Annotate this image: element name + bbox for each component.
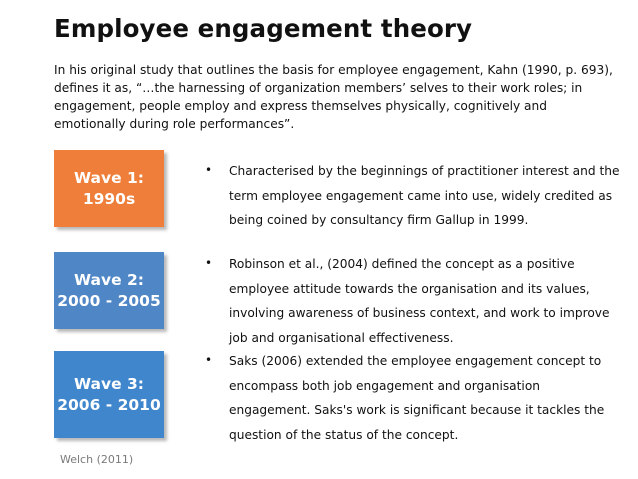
citation: Welch (2011)	[60, 453, 134, 466]
wave-2-years: 2000 - 2005	[57, 291, 161, 310]
bullet-3-text: Saks (2006) extended the employee engagement concept to encompass both job engagement and organisation engagement. Saks's work is significant because it tackles the question of the status of the concept.	[229, 354, 605, 442]
bullet-3-marker: •	[205, 353, 213, 367]
bullet-2-marker: •	[205, 256, 213, 270]
bullet-2-text: Robinson et al., (2004) defined the concept as a positive employee attitude towards the organisation and its values, involving awareness of business context, and work to improve job and organisational effectiveness.	[229, 257, 610, 345]
slide-title: Employee engagement theory	[54, 14, 473, 43]
wave-2-label: Wave 2:	[74, 270, 144, 289]
wave-3-years: 2006 - 2010	[57, 395, 161, 414]
wave-1-box	[54, 150, 164, 227]
wave-1-label: Wave 1:	[74, 168, 144, 187]
wave-2-box	[54, 252, 164, 329]
bullet-1-text: Characterised by the beginnings of practitioner interest and the term employee engagement came into use, widely credited as being coined by consultancy firm Gallup in 1999.	[229, 164, 620, 227]
wave-3-label: Wave 3:	[74, 374, 144, 393]
wave-3-box	[54, 351, 164, 438]
wave-1-years: 1990s	[82, 189, 136, 208]
intro-paragraph: In his original study that outlines the basis for employee engagement, Kahn (1990, p. 693), defines it as, “…the harnessing of organization members’ selves to their work roles; in engagement, people employ and express themselves physically, cognitively and emotionally during role performances”.	[54, 63, 613, 131]
bullet-1-marker: •	[205, 163, 213, 177]
